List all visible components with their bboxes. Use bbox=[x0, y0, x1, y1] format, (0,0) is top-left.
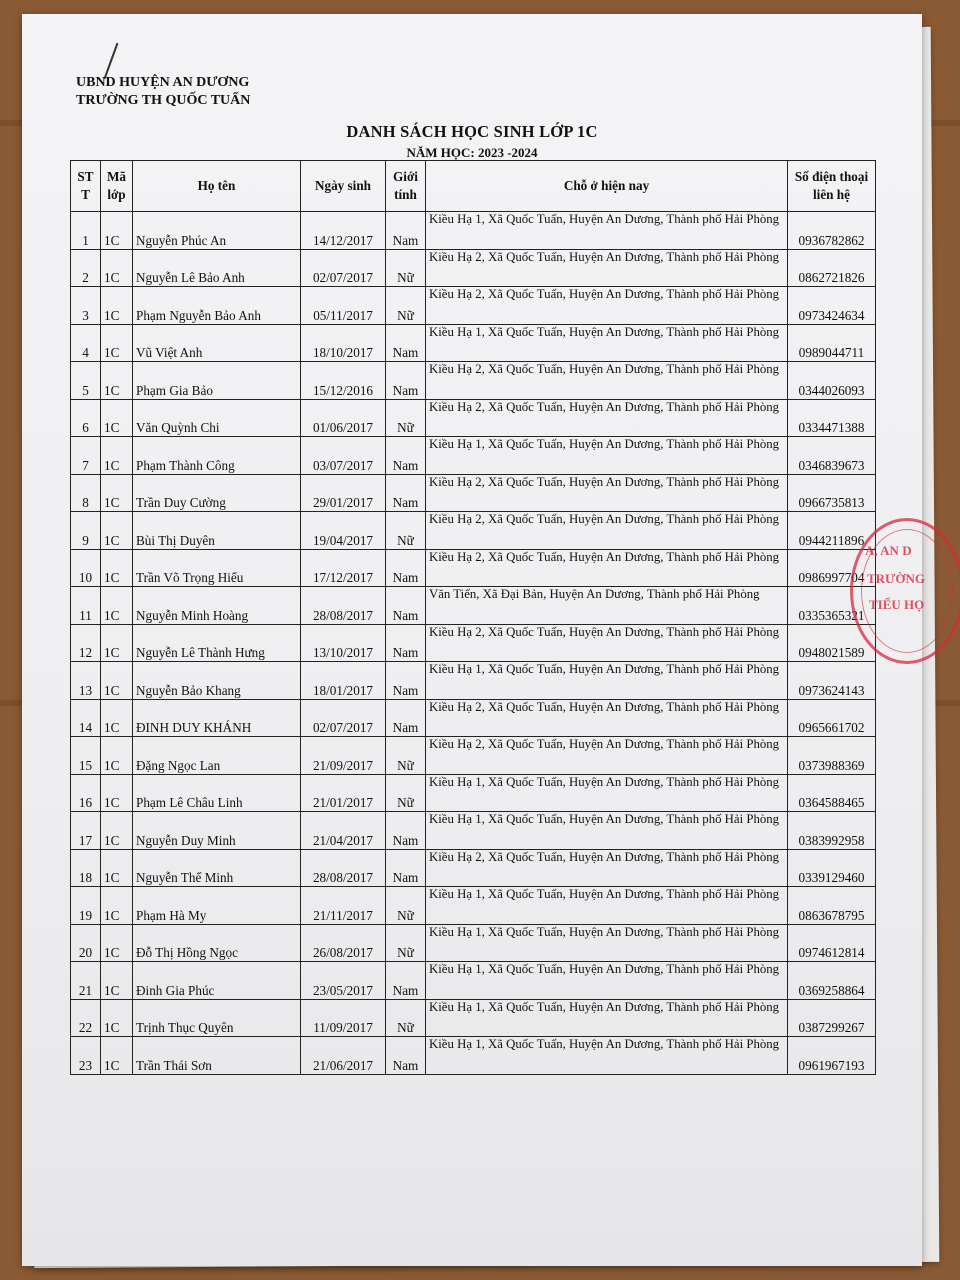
cell-class: 1C bbox=[101, 887, 133, 925]
table-row bbox=[71, 587, 876, 625]
cell-phone: 0986997704 bbox=[788, 549, 876, 587]
cell-stt: 7 bbox=[71, 437, 101, 475]
cell-class: 1C bbox=[101, 1037, 133, 1075]
cell-address: Kiều Hạ 2, Xã Quốc Tuấn, Huyện An Dương, Thành phố Hải Phòng bbox=[426, 849, 788, 887]
school-seal bbox=[850, 518, 960, 664]
seal-text: A, AN D bbox=[865, 543, 912, 558]
cell-address: Kiều Hạ 2, Xã Quốc Tuấn, Huyện An Dương, Thành phố Hải Phòng bbox=[426, 737, 788, 775]
cell-dob: 23/05/2017 bbox=[301, 962, 386, 1000]
table-row bbox=[71, 362, 876, 400]
cell-address: Kiều Hạ 1, Xã Quốc Tuấn, Huyện An Dương, Thành phố Hải Phòng bbox=[426, 962, 788, 1000]
cell-class: 1C bbox=[101, 362, 133, 400]
cell-address: Kiều Hạ 1, Xã Quốc Tuấn, Huyện An Dương, Thành phố Hải Phòng bbox=[426, 999, 788, 1037]
cell-phone: 0387299267 bbox=[788, 999, 876, 1037]
cell-gender: Nữ bbox=[386, 287, 426, 325]
table-row bbox=[71, 924, 876, 962]
organization-header bbox=[76, 74, 250, 110]
cell-gender: Nữ bbox=[386, 512, 426, 550]
cell-gender: Nữ bbox=[386, 924, 426, 962]
cell-dob: 28/08/2017 bbox=[301, 849, 386, 887]
cell-address: Kiều Hạ 2, Xã Quốc Tuấn, Huyện An Dương, Thành phố Hải Phòng bbox=[426, 362, 788, 400]
school-year: NĂM HỌC: 2023 -2024 bbox=[406, 145, 538, 160]
seal-text: TIỂU HỌ bbox=[869, 597, 925, 612]
cell-dob: 21/09/2017 bbox=[301, 737, 386, 775]
document-title: DANH SÁCH HỌC SINH LỚP 1C bbox=[346, 122, 598, 141]
cell-stt: 8 bbox=[71, 474, 101, 512]
seal-text: TRƯỜNG bbox=[867, 571, 926, 586]
header-stt: ST T bbox=[71, 161, 101, 212]
cell-gender: Nữ bbox=[386, 887, 426, 925]
cell-stt: 14 bbox=[71, 699, 101, 737]
cell-stt: 3 bbox=[71, 287, 101, 325]
cell-class: 1C bbox=[101, 624, 133, 662]
cell-name: Vũ Việt Anh bbox=[133, 324, 301, 362]
cell-name: Nguyễn Duy Minh bbox=[133, 812, 301, 850]
cell-phone: 0944211896 bbox=[788, 512, 876, 550]
cell-phone: 0973624143 bbox=[788, 662, 876, 700]
cell-phone: 0364588465 bbox=[788, 774, 876, 812]
cell-stt: 16 bbox=[71, 774, 101, 812]
cell-class: 1C bbox=[101, 512, 133, 550]
cell-dob: 21/04/2017 bbox=[301, 812, 386, 850]
cell-class: 1C bbox=[101, 549, 133, 587]
cell-class: 1C bbox=[101, 249, 133, 287]
cell-dob: 03/07/2017 bbox=[301, 437, 386, 475]
cell-gender: Nam bbox=[386, 549, 426, 587]
cell-name: Nguyễn Phúc An bbox=[133, 212, 301, 250]
cell-address: Kiều Hạ 1, Xã Quốc Tuấn, Huyện An Dương, Thành phố Hải Phòng bbox=[426, 887, 788, 925]
cell-class: 1C bbox=[101, 812, 133, 850]
cell-dob: 21/11/2017 bbox=[301, 887, 386, 925]
cell-stt: 13 bbox=[71, 662, 101, 700]
cell-address: Kiều Hạ 2, Xã Quốc Tuấn, Huyện An Dương, Thành phố Hải Phòng bbox=[426, 249, 788, 287]
table-row bbox=[71, 474, 876, 512]
student-table bbox=[70, 160, 876, 1075]
cell-class: 1C bbox=[101, 924, 133, 962]
table-row bbox=[71, 1037, 876, 1075]
cell-class: 1C bbox=[101, 324, 133, 362]
cell-class: 1C bbox=[101, 587, 133, 625]
header-name: Họ tên bbox=[133, 161, 301, 212]
cell-gender: Nam bbox=[386, 437, 426, 475]
cell-phone: 0948021589 bbox=[788, 624, 876, 662]
cell-class: 1C bbox=[101, 287, 133, 325]
header-phone: Số điện thoại liên hệ bbox=[788, 161, 876, 212]
cell-gender: Nam bbox=[386, 812, 426, 850]
cell-gender: Nữ bbox=[386, 999, 426, 1037]
cell-dob: 28/08/2017 bbox=[301, 587, 386, 625]
table-row bbox=[71, 512, 876, 550]
cell-address: Kiều Hạ 1, Xã Quốc Tuấn, Huyện An Dương, Thành phố Hải Phòng bbox=[426, 774, 788, 812]
cell-address: Kiều Hạ 1, Xã Quốc Tuấn, Huyện An Dương, Thành phố Hải Phòng bbox=[426, 924, 788, 962]
cell-name: Nguyễn Minh Hoàng bbox=[133, 587, 301, 625]
cell-address: Kiều Hạ 1, Xã Quốc Tuấn, Huyện An Dương, Thành phố Hải Phòng bbox=[426, 1037, 788, 1075]
cell-dob: 18/01/2017 bbox=[301, 662, 386, 700]
cell-phone: 0334471388 bbox=[788, 399, 876, 437]
cell-stt: 10 bbox=[71, 549, 101, 587]
cell-name: Phạm Hà My bbox=[133, 887, 301, 925]
cell-name: ĐINH DUY KHÁNH bbox=[133, 699, 301, 737]
cell-gender: Nam bbox=[386, 699, 426, 737]
header-address: Chỗ ở hiện nay bbox=[426, 161, 788, 212]
table-row bbox=[71, 662, 876, 700]
cell-class: 1C bbox=[101, 662, 133, 700]
cell-gender: Nữ bbox=[386, 737, 426, 775]
cell-name: Văn Quỳnh Chi bbox=[133, 399, 301, 437]
cell-gender: Nam bbox=[386, 212, 426, 250]
cell-phone: 0383992958 bbox=[788, 812, 876, 850]
table-body bbox=[71, 212, 876, 1075]
cell-dob: 26/08/2017 bbox=[301, 924, 386, 962]
table-row bbox=[71, 549, 876, 587]
cell-gender: Nam bbox=[386, 624, 426, 662]
cell-phone: 0973424634 bbox=[788, 287, 876, 325]
cell-address: Kiều Hạ 1, Xã Quốc Tuấn, Huyện An Dương, Thành phố Hải Phòng bbox=[426, 212, 788, 250]
cell-stt: 20 bbox=[71, 924, 101, 962]
table-row bbox=[71, 399, 876, 437]
cell-dob: 19/04/2017 bbox=[301, 512, 386, 550]
cell-gender: Nam bbox=[386, 474, 426, 512]
cell-gender: Nữ bbox=[386, 774, 426, 812]
cell-class: 1C bbox=[101, 474, 133, 512]
cell-stt: 21 bbox=[71, 962, 101, 1000]
cell-stt: 2 bbox=[71, 249, 101, 287]
cell-name: Đặng Ngọc Lan bbox=[133, 737, 301, 775]
table-row bbox=[71, 887, 876, 925]
cell-name: Phạm Gia Bảo bbox=[133, 362, 301, 400]
header-dob: Ngày sinh bbox=[301, 161, 386, 212]
cell-phone: 0936782862 bbox=[788, 212, 876, 250]
cell-stt: 22 bbox=[71, 999, 101, 1037]
table-row bbox=[71, 812, 876, 850]
cell-class: 1C bbox=[101, 437, 133, 475]
cell-address: Kiều Hạ 2, Xã Quốc Tuấn, Huyện An Dương, Thành phố Hải Phòng bbox=[426, 699, 788, 737]
table-row bbox=[71, 962, 876, 1000]
cell-dob: 02/07/2017 bbox=[301, 699, 386, 737]
cell-phone: 0863678795 bbox=[788, 887, 876, 925]
cell-dob: 29/01/2017 bbox=[301, 474, 386, 512]
cell-phone: 0965661702 bbox=[788, 699, 876, 737]
table-row bbox=[71, 324, 876, 362]
cell-name: Nguyễn Bảo Khang bbox=[133, 662, 301, 700]
cell-class: 1C bbox=[101, 699, 133, 737]
table-row bbox=[71, 212, 876, 250]
cell-class: 1C bbox=[101, 399, 133, 437]
cell-dob: 05/11/2017 bbox=[301, 287, 386, 325]
cell-name: Nguyễn Lê Thành Hưng bbox=[133, 624, 301, 662]
cell-address: Kiều Hạ 2, Xã Quốc Tuấn, Huyện An Dương, Thành phố Hải Phòng bbox=[426, 624, 788, 662]
table-header-row bbox=[71, 161, 876, 212]
cell-name: Trần Thái Sơn bbox=[133, 1037, 301, 1075]
table-row bbox=[71, 737, 876, 775]
cell-dob: 21/01/2017 bbox=[301, 774, 386, 812]
cell-address: Kiều Hạ 1, Xã Quốc Tuấn, Huyện An Dương, Thành phố Hải Phòng bbox=[426, 812, 788, 850]
table-row bbox=[71, 287, 876, 325]
cell-address: Kiều Hạ 2, Xã Quốc Tuấn, Huyện An Dương, Thành phố Hải Phòng bbox=[426, 549, 788, 587]
cell-address: Kiều Hạ 1, Xã Quốc Tuấn, Huyện An Dương, Thành phố Hải Phòng bbox=[426, 437, 788, 475]
table-row bbox=[71, 249, 876, 287]
cell-address: Kiều Hạ 2, Xã Quốc Tuấn, Huyện An Dương, Thành phố Hải Phòng bbox=[426, 474, 788, 512]
cell-stt: 5 bbox=[71, 362, 101, 400]
cell-gender: Nam bbox=[386, 324, 426, 362]
cell-address: Kiều Hạ 2, Xã Quốc Tuấn, Huyện An Dương, Thành phố Hải Phòng bbox=[426, 399, 788, 437]
cell-phone: 0961967193 bbox=[788, 1037, 876, 1075]
cell-gender: Nam bbox=[386, 362, 426, 400]
cell-name: Đinh Gia Phúc bbox=[133, 962, 301, 1000]
cell-gender: Nam bbox=[386, 962, 426, 1000]
cell-phone: 0373988369 bbox=[788, 737, 876, 775]
cell-name: Trần Duy Cường bbox=[133, 474, 301, 512]
cell-dob: 11/09/2017 bbox=[301, 999, 386, 1037]
cell-stt: 11 bbox=[71, 587, 101, 625]
table-row bbox=[71, 999, 876, 1037]
cell-stt: 18 bbox=[71, 849, 101, 887]
cell-gender: Nữ bbox=[386, 399, 426, 437]
org-line-2: TRƯỜNG TH QUỐC TUẤN bbox=[76, 93, 251, 108]
cell-dob: 14/12/2017 bbox=[301, 212, 386, 250]
cell-stt: 19 bbox=[71, 887, 101, 925]
cell-dob: 13/10/2017 bbox=[301, 624, 386, 662]
cell-stt: 23 bbox=[71, 1037, 101, 1075]
table-row bbox=[71, 849, 876, 887]
cell-class: 1C bbox=[101, 212, 133, 250]
cell-dob: 21/06/2017 bbox=[301, 1037, 386, 1075]
cell-address: Kiều Hạ 2, Xã Quốc Tuấn, Huyện An Dương, Thành phố Hải Phòng bbox=[426, 512, 788, 550]
cell-dob: 17/12/2017 bbox=[301, 549, 386, 587]
cell-dob: 01/06/2017 bbox=[301, 399, 386, 437]
cell-gender: Nam bbox=[386, 849, 426, 887]
cell-name: Đỗ Thị Hồng Ngọc bbox=[133, 924, 301, 962]
cell-name: Phạm Nguyễn Bảo Anh bbox=[133, 287, 301, 325]
cell-phone: 0862721826 bbox=[788, 249, 876, 287]
cell-stt: 12 bbox=[71, 624, 101, 662]
table-row bbox=[71, 774, 876, 812]
cell-name: Trần Võ Trọng Hiếu bbox=[133, 549, 301, 587]
cell-stt: 6 bbox=[71, 399, 101, 437]
cell-stt: 4 bbox=[71, 324, 101, 362]
header-gender: Giới tính bbox=[386, 161, 426, 212]
cell-name: Nguyễn Lê Bảo Anh bbox=[133, 249, 301, 287]
cell-address: Kiều Hạ 2, Xã Quốc Tuấn, Huyện An Dương, Thành phố Hải Phòng bbox=[426, 287, 788, 325]
cell-name: Nguyễn Thế Minh bbox=[133, 849, 301, 887]
cell-stt: 1 bbox=[71, 212, 101, 250]
cell-address: Kiều Hạ 1, Xã Quốc Tuấn, Huyện An Dương, Thành phố Hải Phòng bbox=[426, 662, 788, 700]
cell-class: 1C bbox=[101, 849, 133, 887]
cell-phone: 0966735813 bbox=[788, 474, 876, 512]
cell-class: 1C bbox=[101, 737, 133, 775]
cell-phone: 0339129460 bbox=[788, 849, 876, 887]
org-line-1: UBND HUYỆN AN DƯƠNG bbox=[76, 75, 250, 90]
cell-name: Phạm Thành Công bbox=[133, 437, 301, 475]
cell-gender: Nam bbox=[386, 1037, 426, 1075]
cell-phone: 0344026093 bbox=[788, 362, 876, 400]
document-page bbox=[22, 14, 925, 1266]
cell-phone: 0989044711 bbox=[788, 324, 876, 362]
cell-name: Trịnh Thục Quyên bbox=[133, 999, 301, 1037]
cell-stt: 15 bbox=[71, 737, 101, 775]
cell-gender: Nữ bbox=[386, 249, 426, 287]
cell-dob: 02/07/2017 bbox=[301, 249, 386, 287]
cell-class: 1C bbox=[101, 774, 133, 812]
table-row bbox=[71, 624, 876, 662]
cell-phone: 0369258864 bbox=[788, 962, 876, 1000]
table-row bbox=[71, 437, 876, 475]
cell-name: Bùi Thị Duyên bbox=[133, 512, 301, 550]
cell-address: Kiều Hạ 1, Xã Quốc Tuấn, Huyện An Dương, Thành phố Hải Phòng bbox=[426, 324, 788, 362]
table-row bbox=[71, 699, 876, 737]
cell-gender: Nam bbox=[386, 662, 426, 700]
cell-dob: 15/12/2016 bbox=[301, 362, 386, 400]
cell-address: Văn Tiến, Xã Đại Bản, Huyện An Dương, Thành phố Hải Phòng bbox=[426, 587, 788, 625]
cell-phone: 0346839673 bbox=[788, 437, 876, 475]
cell-stt: 17 bbox=[71, 812, 101, 850]
cell-gender: Nam bbox=[386, 587, 426, 625]
cell-class: 1C bbox=[101, 999, 133, 1037]
cell-phone: 0335365321 bbox=[788, 587, 876, 625]
cell-phone: 0974612814 bbox=[788, 924, 876, 962]
cell-stt: 9 bbox=[71, 512, 101, 550]
cell-dob: 18/10/2017 bbox=[301, 324, 386, 362]
cell-name: Phạm Lê Châu Linh bbox=[133, 774, 301, 812]
header-class: Mã lớp bbox=[101, 161, 133, 212]
cell-class: 1C bbox=[101, 962, 133, 1000]
